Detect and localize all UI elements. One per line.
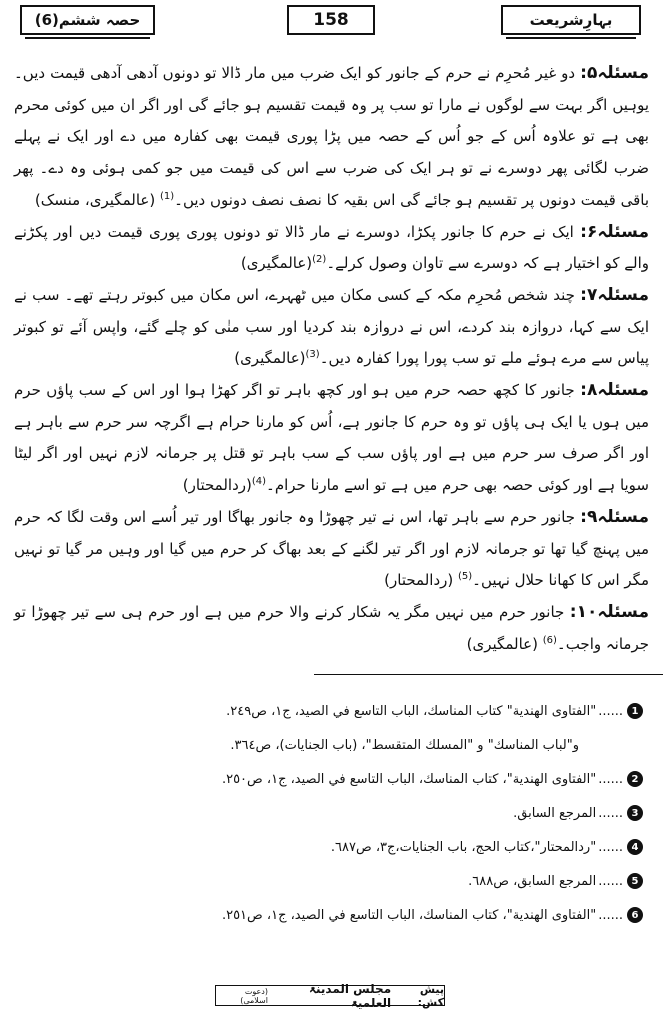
footnote-ref[interactable]: (4): [251, 476, 267, 488]
footnote-1-continued: [23, 728, 643, 762]
masala-10: [14, 597, 649, 660]
footnotes: [23, 694, 643, 932]
footer-prefix: پیش کش:: [417, 982, 444, 1009]
masala-text: جانور کا کچھ حصہ حرم میں ہو اور کچھ باہر تو اگر کھڑا ہوا اور اس کے سب پاؤں حرم میں ہوں یا ایک ہی پاؤں تو وہ حرم کا جانور ہے، اُس کو مارنا حرام ہے اگرچہ سر حرم سے باہر ہے اور اگر صرف سر حرم میں ہے اور پاؤں سب کے سب باہر تو قتل پر جرمانہ لازم نہیں اور اگر لیٹا سویا ہے اور کوئی حصہ بھی حرم میں ہے تو اسے مارنا حرام۔: [14, 381, 649, 495]
masala-text: چند شخص مُحرِم مکہ کے کسی مکان میں ٹھہرے، اس مکان میں کبوتر رہتے تھے۔ سب نے ایک سے کہا، دروازہ بند کردے، اس نے دروازہ بند کردیا اور سب منٰی کو چلے گئے، واپس آئے تو کبوتر پیاس سے مرے ہوئے ملے تو سب پورا پورا کفارہ دیں۔: [14, 285, 649, 368]
footnote-divider: [314, 674, 663, 675]
footnote-number-badge: 4: [627, 839, 643, 855]
footnote-6: [23, 898, 643, 932]
footnote-number-badge: 1: [627, 703, 643, 719]
publisher-footer: [215, 981, 445, 1010]
masala-5: [14, 58, 649, 217]
part-label: حصہ ششم(6): [34, 11, 141, 29]
footnote-ref[interactable]: (5): [457, 571, 473, 583]
footnote-number-badge: 3: [627, 805, 643, 821]
masala-text: ایک نے حرم کا جانور پکڑا، دوسرے نے مار ڈالا تو دونوں پوری پوری قیمت دیں اور پکڑنے والے کو اختیار ہے کہ دوسرے سے تاوان وصول کرلے۔: [14, 222, 649, 273]
footnote-dots: ......: [598, 805, 623, 821]
publisher-sub: (دعوت اسلامی): [240, 986, 268, 1005]
masala-source: (ردالمحتار): [182, 476, 252, 495]
masala-label: مسئلہ۵:: [580, 63, 649, 83]
book-title-box: [501, 5, 641, 35]
footnote-dots: ......: [598, 873, 623, 889]
footnote-dots: ......: [598, 771, 623, 787]
masala-label: مسئلہ۶:: [580, 221, 649, 242]
masala-source: (عالمگیری): [240, 254, 313, 273]
footnote-ref[interactable]: (6): [542, 634, 557, 646]
page-header: [0, 5, 663, 35]
footnote-number-badge: 2: [627, 771, 643, 787]
footnote-ref[interactable]: (2): [312, 254, 327, 266]
footnote-text: المرجع السابق، ص٦٨٨.: [468, 873, 597, 889]
footnote-text: "الفتاوى الهندية" كتاب المناسك، الباب التاسع في الصيد، ج١، ص٢٤٩.: [226, 703, 597, 719]
footnote-dots: ......: [598, 703, 623, 719]
masala-text: دو غیر مُحرِم نے حرم کے جانور کو ایک ضرب میں مار ڈالا تو دونوں آدھی آدھی قیمت دیں۔ یوہیں اگر بہت سے لوگوں نے مارا تو سب پر وہ قیمت تقسیم ہو جائے گی اور اگر ان میں کوئی محرم بھی ہے تو علاوہ اُس کے جو اُس کے حصہ میں پڑا پوری قیمت بھی کفارہ میں دے اور ایک نے پہلے ضرب لگائی پھر دوسرے نے تو ہر ایک کی ضرب سے اس کی قیمت میں جو کمی ہوئی وہ دے۔ پھر باقی قیمت دونوں پر تقسیم ہو جائے گی اس بقیہ کا نصف نصف دونوں دیں۔: [14, 64, 649, 209]
footnote-ref[interactable]: (3): [305, 349, 320, 361]
footnote-text: "ردالمحتار"،كتاب الحج، باب الجنايات،ج٣، ص٦٨٧.: [330, 839, 597, 855]
masala-7: [14, 280, 649, 375]
masala-text: جانور حرم سے باہر تھا، اس نے تیر چھوڑا وہ جانور بھاگا اور تیر اُسے اس وقت لگا کہ حرم میں پہنچ گیا تھا تو جرمانہ لازم اور اگر تیر لگنے کے بعد بھاگ کر حرم میں گیا اور وہیں مر گیا تو نہیں مگر اس کا کھانا حلال نہیں۔: [14, 507, 649, 590]
footnote-ref[interactable]: (1): [159, 190, 175, 202]
masala-label: مسئلہ۱۰:: [569, 601, 649, 622]
footnote-1: [23, 694, 643, 728]
publisher-name: مجلس المدینۃ العلمیۃ: [308, 981, 392, 1010]
masala-text: جانور حرم میں نہیں مگر یہ شکار کرنے والا حرم میں ہے اور حرم ہی سے تیر چھوڑا تو جرمانہ واجب۔: [14, 602, 649, 653]
footnote-text: المرجع السابق.: [513, 805, 597, 821]
page-number: 158: [313, 10, 349, 30]
masala-6: [14, 217, 649, 280]
masala-8: [14, 375, 649, 502]
masala-source: (عالمگیری): [466, 634, 543, 653]
masala-label: مسئلہ۸:: [580, 380, 649, 401]
masala-label: مسئلہ۹:: [580, 506, 649, 527]
footnote-number-badge: 5: [627, 873, 643, 889]
part-label-box: [20, 5, 155, 35]
footnote-dots: ......: [598, 839, 623, 855]
page-number-box: [287, 5, 375, 35]
masala-source: (عالمگیری): [234, 349, 306, 368]
footnote-2: [23, 762, 643, 796]
footnote-text: و"لباب المناسك" و "المسلك المتقسط"، (باب الجنايات)، ص٣٦٤.: [230, 737, 579, 753]
footnote-number-badge: 6: [627, 907, 643, 923]
masala-source: (عالمگیری، منسک): [34, 190, 160, 209]
masala-source: (ردالمحتار): [384, 571, 458, 590]
footnote-3: [23, 796, 643, 830]
main-text: [14, 58, 649, 660]
footnote-4: [23, 830, 643, 864]
footnote-dots: ......: [598, 907, 623, 923]
masala-9: [14, 502, 649, 597]
footnote-text: "الفتاوى الهندية"، كتاب المناسك، الباب التاسع في الصيد، ج١، ص٢٥٠.: [221, 771, 597, 787]
footnote-5: [23, 864, 643, 898]
masala-label: مسئلہ۷:: [580, 284, 649, 305]
book-title: بہارِشریعت: [529, 11, 613, 29]
footnote-text: "الفتاوى الهندية"، كتاب المناسك، الباب التاسع في الصيد، ج١، ص٢٥١.: [221, 907, 597, 923]
